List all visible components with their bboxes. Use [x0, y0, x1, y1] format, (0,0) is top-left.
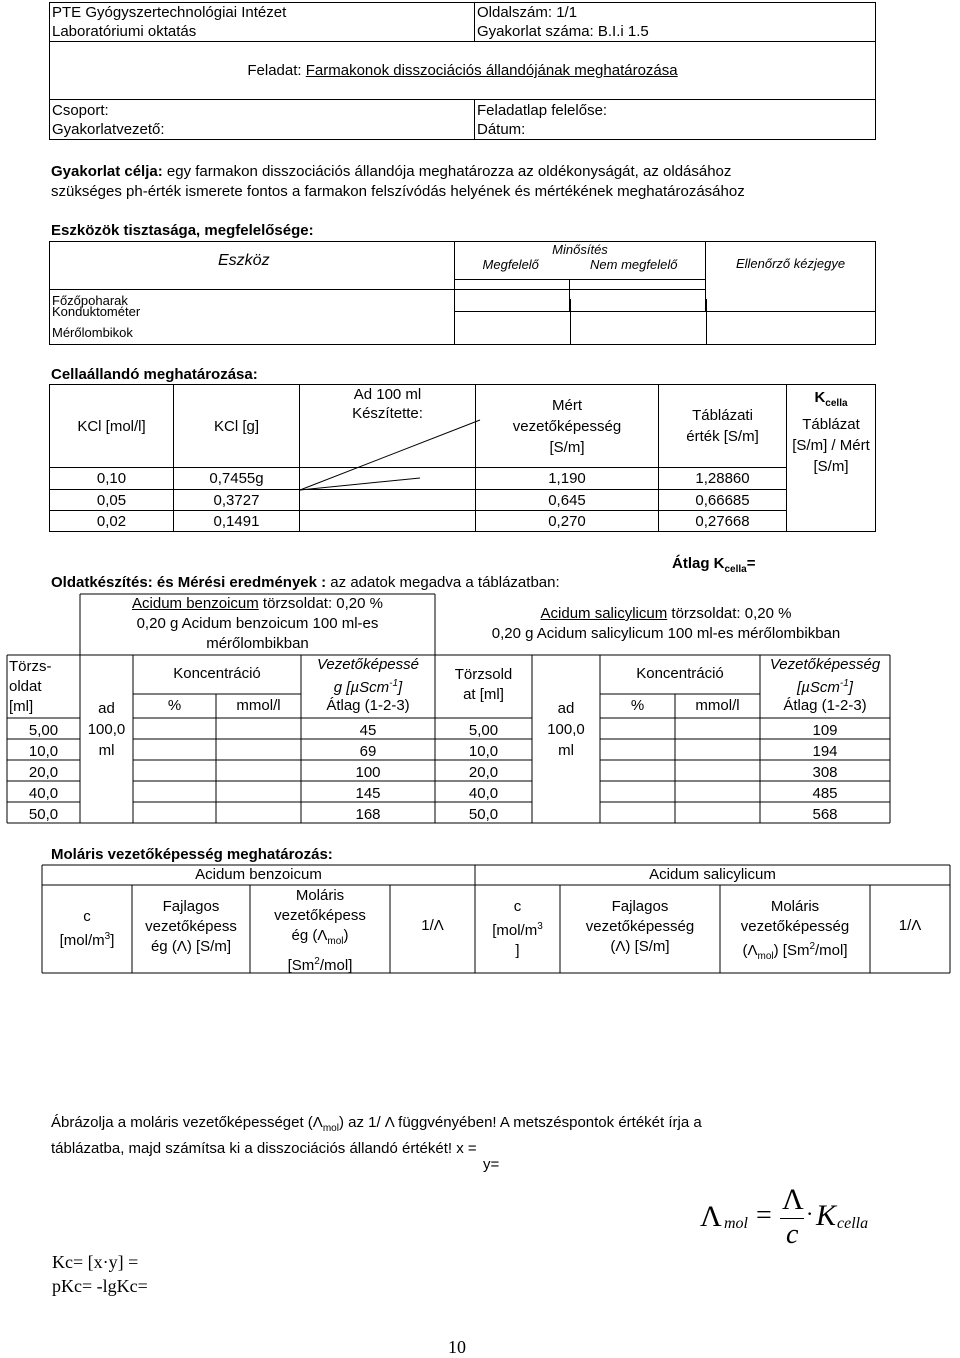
- avg-kcell: Átlag $K_{cella}=$: [672, 555, 756, 575]
- h-k: [S/m]: [813, 458, 849, 475]
- h2-avg: Átlag (1-2-3): [783, 697, 867, 714]
- h-conc: Koncentráció: [173, 665, 261, 682]
- subtitle: Laboratóriumi oktatás: [52, 23, 197, 40]
- goal-label: Gyakorlat célja:: [51, 163, 163, 180]
- molar-spec2: Fajlagos vezetőképesség (Λ) [S/m]: [585, 898, 695, 955]
- col-ok: Megfelelő: [482, 257, 539, 272]
- tool-row: Főzőpoharak: [50, 290, 455, 312]
- table-row: 0,02 0,1491 0,270 0,27668: [50, 511, 876, 532]
- h2-conc: Koncentráció: [636, 665, 724, 682]
- h-k: K: [814, 389, 826, 406]
- h-table: érték [S/m]: [686, 428, 759, 445]
- task-title: Farmakonok disszociációs állandójának meghatározása: [305, 62, 678, 79]
- h-kcl-g: KCl [g]: [174, 385, 300, 468]
- h-table: Táblázati: [692, 407, 753, 424]
- molar-sal: Acidum salicylicum: [649, 866, 776, 883]
- molar-inv: 1/Λ: [421, 917, 444, 934]
- h-made-2: Készítette:: [352, 405, 423, 422]
- h-kcl-mol: KCl [mol/l]: [50, 385, 174, 468]
- h-measured: vezetőképesség: [512, 417, 622, 435]
- responsible-label: Feladatlap felelőse:: [477, 101, 608, 119]
- h2-stock: Törzsold at [ml]: [454, 666, 513, 703]
- molar-mol2: Moláris vezetőképesség $(\Lambda_{mol})$ [Sm$^2$/mol]: [740, 898, 850, 962]
- formula: Λ mol = Λ c · K cella: [700, 1183, 869, 1250]
- h-cond: Vezetőképessé g [µScm$^{-1}$]: [316, 656, 419, 696]
- table-row: 0,05 0,3727 0,645 0,66685: [50, 490, 876, 511]
- benz-head: Acidum benzoicum törzsoldat: 0,20 % 0,20 g Acidum benzoicum 100 ml-es mérőlombikban: [132, 595, 383, 652]
- goal-text-2: szükséges ph-érték ismerete fontos a farmakon felszívódás helyének és mértékének meghatározásához: [51, 183, 745, 200]
- supervisor-label: Gyakorlatvezető:: [52, 120, 165, 138]
- cell-const-title: Cellaállandó meghatározása:: [51, 366, 258, 383]
- h-k: [S/m] / Mért: [792, 437, 870, 454]
- page-count: Oldalszám: 1/1: [477, 4, 578, 21]
- molar-c2: c [$mol/m^3$ ]: [492, 898, 543, 959]
- benz-stock-col: 5,00 10,0 20,0 40,0 50,0: [28, 722, 59, 823]
- molar-spec: Fajlagos vezetőképess ég (Λ) [S/m]: [145, 898, 237, 955]
- h-stock: Törzs- oldat [ml]: [9, 658, 52, 715]
- practice-number: Gyakorlat száma: B.I.i 1.5: [477, 23, 649, 40]
- h-made-1: Ad 100 ml: [353, 386, 422, 403]
- page-number: 10: [448, 1337, 466, 1357]
- h-k: Táblázat: [802, 416, 860, 433]
- institute: PTE Gyógyszertechnológiai Intézet: [52, 4, 287, 21]
- instruction: Ábrázolja a moláris vezetőképességet $(\Lambda_{mol})$ az 1/ Λ függvényében! A metszéspontok értékét írja a táblázatba, majd számítsa ki a disszociációs állandó értékét! x =: [51, 1114, 702, 1157]
- h2-cond: Vezetőképesség [µScm$^{-1}$]: [769, 656, 881, 696]
- group-label: Csoport:: [52, 101, 109, 119]
- tools-title: Eszközök tisztasága, megfelelősége:: [51, 222, 314, 239]
- benz-avg-col: 45 69 100 145 168: [355, 722, 381, 823]
- instruction-y: y=: [483, 1156, 500, 1173]
- h-mmol: mmol/l: [236, 697, 281, 714]
- task-prefix: Feladat:: [247, 62, 306, 79]
- col-tool: Eszköz: [50, 242, 455, 290]
- col-sign: Ellenőrző kézjegye: [706, 242, 876, 312]
- molar-mol: Moláris vezetőképess ég $(\Lambda_{mol})$ [Sm$^2$/mol]: [274, 887, 366, 974]
- table-row: 0,10 0,7455g 1,190 1,28860: [50, 468, 876, 490]
- h2-pct: %: [630, 697, 645, 714]
- molar-benz: Acidum benzoicum: [195, 866, 322, 883]
- tool-row: Konduktométer: [52, 304, 141, 319]
- sal-avg-col: 109 194 308 485 568: [812, 722, 838, 823]
- kc: Kc= [x·y] = pKc= -lgKc=: [52, 1252, 148, 1296]
- h-pct: %: [167, 697, 182, 714]
- tool-row: Mérőlombikok: [52, 325, 133, 340]
- solutions-title: Oldatkészítés: és Mérési eredmények : az adatok megadva a táblázatban:: [51, 574, 560, 591]
- goal-text-1: egy farmakon disszociációs állandója meghatározza az oldékonyságát, az oldásához: [162, 163, 732, 180]
- h2-ad: ad 100,0 ml: [547, 700, 585, 759]
- molar-title: Moláris vezetőképesség meghatározás:: [51, 846, 333, 863]
- h-measured: [S/m]: [549, 438, 585, 456]
- sal-stock-col: 5,00 10,0 20,0 40,0 50,0: [468, 722, 499, 823]
- date-label: Dátum:: [477, 120, 526, 138]
- h-avg: Átlag (1-2-3): [326, 697, 410, 714]
- h-measured: Mért: [552, 396, 582, 414]
- col-not-ok: Nem megfelelő: [590, 257, 678, 272]
- h-k-sub: cella: [825, 398, 848, 409]
- col-rating: Minősítés: [552, 242, 608, 257]
- h-ad: ad 100,0 ml: [87, 700, 126, 759]
- sal-head: Acidum salicylicum törzsoldat: 0,20 % 0,20 g Acidum salicylicum 100 ml-es mérőlombikban: [491, 605, 841, 642]
- h2-mmol: mmol/l: [695, 697, 740, 714]
- molar-inv2: 1/Λ: [898, 917, 922, 934]
- molar-c: c $[mol/m^3]$: [59, 908, 115, 949]
